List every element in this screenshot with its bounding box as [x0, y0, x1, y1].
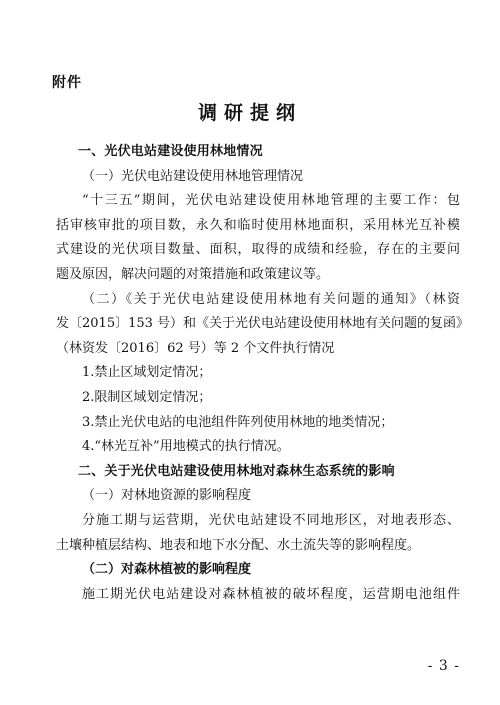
document-body [56, 140, 470, 607]
document-title: 调研提纲 [197, 102, 302, 124]
section-heading-2: 二、关于光伏电站建设使用林地对森林生态系统的影响 [78, 463, 395, 479]
paragraph-line: 题及原因，解决问题的对策措施和政策建议等。 [56, 266, 330, 282]
paragraph-line: 分施工期与运营期，光伏电站建设不同地形区，对地表形态、 [82, 512, 460, 528]
paragraph-line: 发〔2015〕153 号）和《关于光伏电站建设使用林地有关问题的复函》 [56, 316, 470, 332]
paragraph-line: （林资发〔2016〕62 号）等 2 个文件执行情况 [56, 340, 335, 356]
paragraph-line: 式建设的光伏项目数量、面积，取得的成绩和经验，存在的主要问 [56, 242, 460, 258]
list-item: 3.禁止光伏电站的电池组件阵列使用林地的地类情况； [82, 414, 394, 430]
section-heading-1: 一、光伏电站建设使用林地情况 [78, 144, 263, 159]
list-item: 2.限制区域划定情况； [82, 389, 212, 405]
page-number: - 3 - [427, 658, 460, 674]
paragraph-line: 施工期光伏电站建设对森林植被的破坏程度，运营期电池组件 [82, 586, 460, 602]
list-item: 4.“林光互补”用地模式的执行情况。 [82, 439, 290, 455]
paragraph-line: 土壤种植层结构、地表和地下水分配、水土流失等的影响程度。 [56, 537, 421, 553]
paragraph-line: 括审核审批的项目数，永久和临时使用林地面积，采用林光互补模 [56, 217, 460, 233]
subsection-heading-1-1: （一）光伏电站建设使用林地管理情况 [82, 168, 304, 184]
subsection-heading-2-2: （二）对森林植被的影响程度 [82, 562, 252, 578]
attachment-label: 附件 [52, 75, 82, 91]
list-item: 1.禁止区域划定情况； [82, 365, 212, 381]
paragraph-line: “十三五”期间，光伏电站建设使用林地管理的主要工作：包 [82, 193, 460, 209]
subsection-heading-1-2: （二）《关于光伏电站建设使用林地有关问题的通知》（林资 [82, 291, 460, 307]
subsection-heading-2-1: （一）对林地资源的影响程度 [82, 488, 252, 504]
